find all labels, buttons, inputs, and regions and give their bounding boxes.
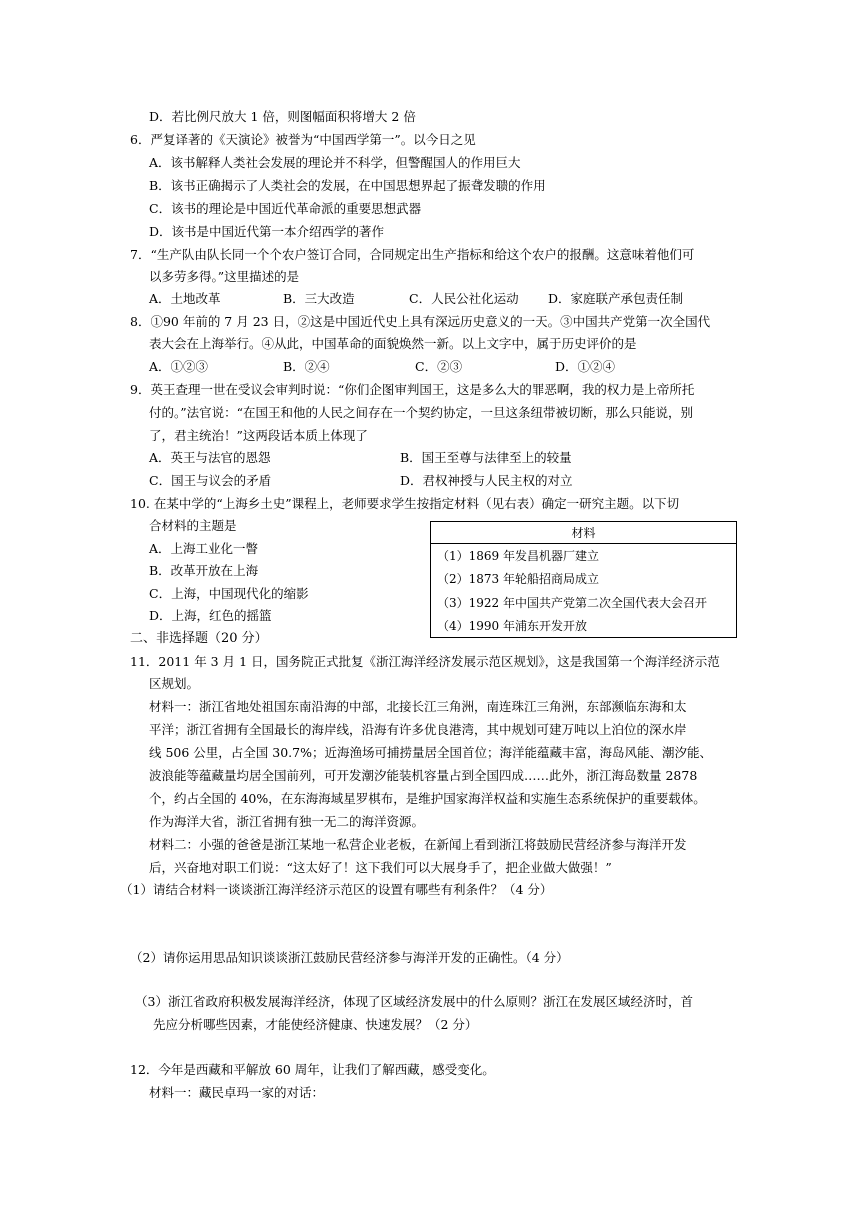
question-6-option-c: C．该书的理论是中国近代革命派的重要思想武器 [149,201,422,216]
question-8-option-c: C．②③ [415,359,463,374]
question-10-stem-line-2: 合材料的主题是 [149,518,237,533]
question-6-stem: 6．严复译著的《天演论》被誉为“中国西学第一”。以今日之见 [130,132,476,147]
question-6-option-a: A．该书解释人类社会发展的理论并不科学，但警醒国人的作用巨大 [149,155,521,170]
question-12-stem: 12．今年是西藏和平解放 60 周年，让我们了解西藏，感受变化。 [130,1062,495,1077]
table-row [431,614,737,638]
question-12-material-1: 材料一：藏民卓玛一家的对话： [149,1085,325,1100]
question-10-option-d: D．上海，红色的摇篮 [149,608,272,623]
table-row [431,567,737,590]
material-table-cell: （1）1869 年发昌机器厂建立 [431,544,737,568]
question-8-option-d: D．①②④ [555,359,616,374]
question-6-option-d: D．该书是中国近代第一本介绍西学的著作 [149,224,385,239]
material-table-cell: （2）1873 年轮船招商局成立 [431,567,737,590]
question-7-stem-line-1: 7．“生产队由队长同一个个农户签订合同，合同规定出生产指标和给这个农户的报酬。这意味着他们可 [130,247,695,262]
question-9-option-d: D．君权神授与人民主权的对立 [400,473,573,488]
question-10-option-b: B．改革开放在上海 [149,563,259,578]
material-table-cell: （4）1990 年浦东开发开放 [431,614,737,638]
question-11-stem-line-2: 区规划。 [149,676,200,691]
question-11-material-1-line: 作为海洋大省，浙江省拥有独一无二的海洋资源。 [149,814,425,829]
question-11-subquestion-2: （2）请你运用思品知识谈谈浙江鼓励民营经济参与海洋开发的正确性。（4 分） [130,950,569,965]
question-9-option-b: B．国王至尊与法律至上的较量 [400,450,572,465]
question-9-option-c: C．国王与议会的矛盾 [149,473,272,488]
question-8-stem-line-1: 8．①90 年前的 7 月 23 日，②这是中国近代史上具有深远历史意义的一天。③中国共产党第一次全国代 [130,314,711,329]
table-row [431,544,737,568]
question-7-stem-line-2: 以多劳多得。”这里描述的是 [149,269,300,284]
material-table-cell: （3）1922 年中国共产党第二次全国代表大会召开 [431,591,737,614]
table-row [431,591,737,614]
question-11-material-1-line: 线 506 公里，占全国 30.7%；近海渔场可捕捞量居全国首位；海洋能蕴藏丰富，海岛风能、潮汐能、 [149,745,712,760]
question-11-material-1-line: 材料一：浙江省地处祖国东南沿海的中部，北接长江三角洲，南连珠江三角洲，东部濒临东海和太 [149,699,687,714]
question-9-option-a: A．英王与法官的恩怨 [149,450,271,465]
question-9-stem-line-2: 付的。”法官说：“在国王和他的人民之间存在一个契约协定，一旦这条纽带被切断，那么只能说，别 [149,405,694,420]
question-7-option-b: B．三大改造 [283,291,355,306]
material-table-header-row [431,522,737,544]
question-11-subquestion-3-line-1: （3）浙江省政府积极发展海洋经济，体现了区域经济发展中的什么原则？浙江在发展区域经济时，首 [135,994,693,1009]
material-table [430,521,737,638]
question-11-material-2-line: 后，兴奋地对职工们说：“这太好了！这下我们可以大展身手了，把企业做大做强！” [149,860,612,875]
question-9-stem-line-1: 9．英王查理一世在受议会审判时说：“你们企图审判国王，这是多么大的罪恶啊，我的权力是上帝所托 [130,382,695,397]
question-11-material-1-line: 个，约占全国的 40%，在东海海域星罗棋布，是维护国家海洋权益和实施生态系统保护的重要载体。 [149,791,706,806]
question-6-option-b: B．该书正确揭示了人类社会的发展，在中国思想界起了振聋发聩的作用 [149,178,546,193]
question-7-option-a: A．土地改革 [149,291,221,306]
question-11-stem-line-1: 11．2011 年 3 月 1 日，国务院正式批复《浙江海洋经济发展示范区规划》，这是我国第一个海洋经济示范 [130,654,720,669]
question-8-option-b: B．②④ [283,359,330,374]
question-10-stem-line-1: 10. 在某中学的“上海乡土史”课程上，老师要求学生按指定材料（见右表）确定一研究主题。以下切 [130,496,680,511]
question-11-material-1-line: 平洋；浙江省拥有全国最长的海岸线，沿海有许多优良港湾，其中规划可建万吨以上泊位的深水岸 [149,722,687,737]
question-10-option-c: C．上海，中国现代化的缩影 [149,586,309,601]
question-8-stem-line-2: 表大会在上海举行。④从此，中国革命的面貌焕然一新。以上文字中，属于历史评价的是 [149,336,637,351]
question-10-option-a: A．上海工业化一瞥 [149,541,259,556]
material-table-header: 材料 [431,522,737,544]
question-7-option-c: C．人民公社化运动 [409,291,519,306]
question-8-option-a: A．①②③ [149,359,209,374]
question-11-subquestion-3-line-2: 先应分析哪些因素，才能使经济健康、快速发展？（2 分） [153,1017,478,1032]
question-7-option-d: D．家庭联产承包责任制 [548,291,684,306]
question-11-material-1-line: 波浪能等蕴藏量均居全国前列，可开发潮汐能装机容量占到全国四成……此外，浙江海岛数量 2878 [149,768,698,783]
question-11-material-2-line: 材料二：小强的爸爸是浙江某地一私营企业老板，在新闻上看到浙江将鼓励民营经济参与海洋开发 [149,837,687,852]
question-11-subquestion-1: （1）请结合材料一谈谈浙江海洋经济示范区的设置有哪些有利条件？（4 分） [120,882,553,897]
question-5-option-d: D．若比例尺放大 1 倍，则图幅面积将增大 2 倍 [149,109,416,124]
question-9-stem-line-3: 了，君主统治！”这两段话本质上体现了 [149,428,368,443]
section-2-heading: 二、非选择题（20 分） [130,631,268,646]
